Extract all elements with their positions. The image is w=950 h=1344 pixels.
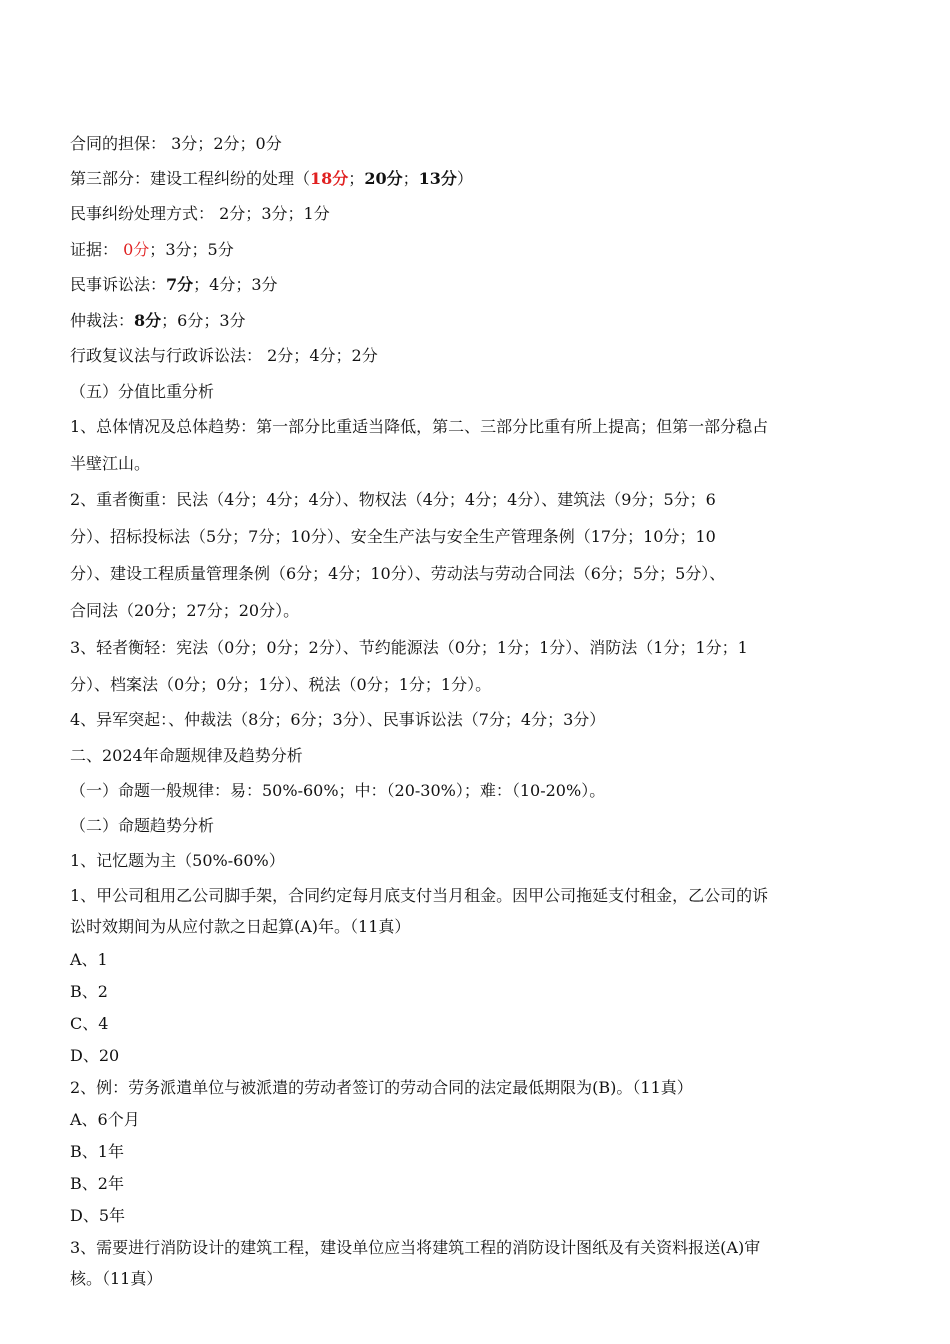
paragraph-2-cont: 分）、招标投标法（5分；7分；10分）、安全生产法与安全生产管理条例（17分；10分；10 — [70, 527, 716, 546]
paragraph-2-cont: 分）、建设工程质量管理条例（6分；4分；10分）、劳动法与劳动合同法（6分；5分；5分）、 — [70, 564, 726, 583]
paragraph-2-cont: 合同法（20分；27分；20分）。 — [70, 601, 300, 620]
score-line: 仲裁法：8分；6分；3分 — [70, 311, 246, 330]
option: B、2年 — [70, 1174, 124, 1193]
question-2: 2、例：劳务派遣单位与被派遣的劳动者签订的劳动合同的法定最低期限为(B)。（11真） — [70, 1078, 693, 1097]
score-line: 民事纠纷处理方式： 2分；3分；1分 — [70, 204, 330, 223]
question-1-cont: 讼时效期间为从应付款之日起算(A)年。（11真） — [70, 917, 411, 936]
score-line: 证据： 0分；3分；5分 — [70, 240, 234, 259]
question-3-cont: 核。（11真） — [70, 1269, 163, 1288]
option: C、4 — [70, 1014, 109, 1033]
question-1: 1、甲公司租用乙公司脚手架，合同约定每月底支付当月租金。因甲公司拖延支付租金，乙公司的诉 — [70, 886, 769, 905]
rule-2: （二）命题趋势分析 — [70, 816, 215, 835]
rule-1: （一）命题一般规律：易：50%-60%；中：（20-30%）；难：（10-20%）。 — [70, 781, 606, 800]
score-line: 合同的担保： 3分；2分；0分 — [70, 134, 282, 153]
section5-title: （五）分值比重分析 — [70, 382, 215, 401]
rule-3: 1、记忆题为主（50%-60%） — [70, 851, 285, 870]
question-3: 3、需要进行消防设计的建筑工程，建设单位应当将建筑工程的消防设计图纸及有关资料报送(A)审 — [70, 1238, 761, 1257]
paragraph-3: 3、轻者衡轻：宪法（0分；0分；2分）、节约能源法（0分；1分；1分）、消防法（1分；1分；1 — [70, 638, 748, 657]
paragraph-4: 4、异军突起：、仲裁法（8分；6分；3分）、民事诉讼法（7分；4分；3分） — [70, 710, 606, 729]
score-line: 行政复议法与行政诉讼法： 2分；4分；2分 — [70, 346, 378, 365]
score-line: 民事诉讼法：7分；4分；3分 — [70, 275, 278, 294]
paragraph-1-cont: 半壁江山。 — [70, 454, 151, 473]
heading-2: 二、2024年命题规律及趋势分析 — [70, 746, 303, 765]
paragraph-1: 1、总体情况及总体趋势：第一部分比重适当降低，第二、三部分比重有所上提高；但第一部分稳占 — [70, 417, 769, 436]
option: B、2 — [70, 982, 108, 1001]
option: D、5年 — [70, 1206, 126, 1225]
option: A、6个月 — [70, 1110, 140, 1129]
option: A、1 — [70, 950, 108, 969]
option: D、20 — [70, 1046, 120, 1065]
paragraph-3-cont: 分）、档案法（0分；0分；1分）、税法（0分；1分；1分）。 — [70, 675, 492, 694]
paragraph-2: 2、重者衡重：民法（4分；4分；4分）、物权法（4分；4分；4分）、建筑法（9分；5分；6 — [70, 490, 716, 509]
section3-heading: 第三部分：建设工程纠纷的处理（18分；20分；13分） — [70, 169, 473, 188]
option: B、1年 — [70, 1142, 124, 1161]
